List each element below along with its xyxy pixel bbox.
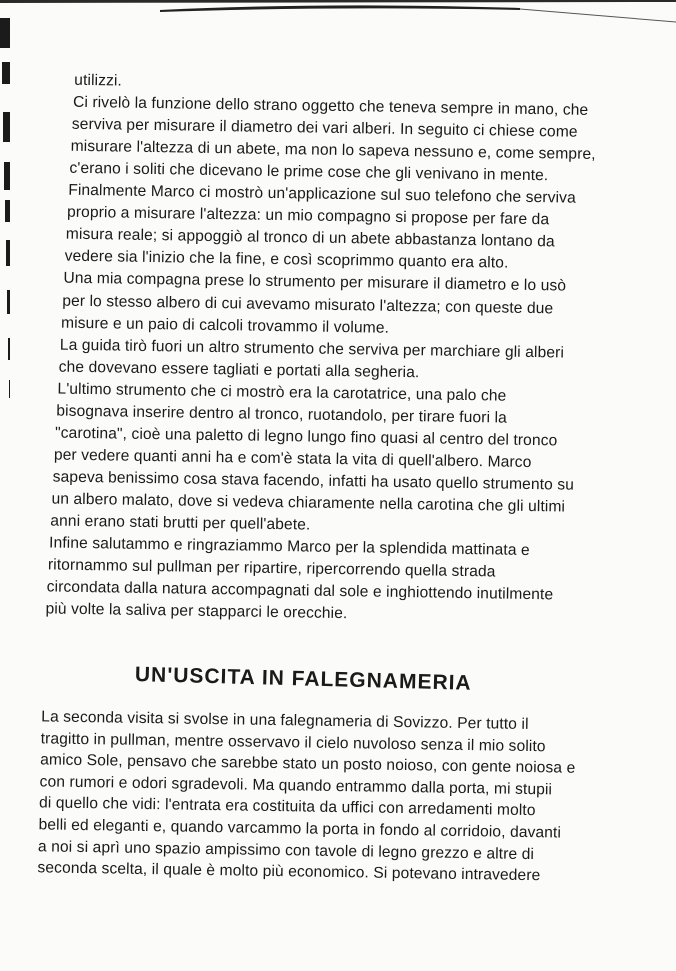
text-line: più volte la saliva per stapparci le orecchie. bbox=[45, 600, 348, 623]
text-line: di quello che vidi: l'entrata era costituita da uffici con arredamenti molto bbox=[38, 794, 536, 820]
text-line: La guida tirò fuori un altro strumento che serviva per marchiare gli alberi bbox=[59, 336, 565, 362]
text-line: ritornammo sul pullman per ripartire, ripercorrendo quella strada bbox=[47, 556, 496, 581]
text-line: seconda scelta, il quale è molto più economico. Si potevano intravedere bbox=[37, 859, 541, 885]
text-line: L'ultimo strumento che ci mostrò era la carotatrice, una palo che bbox=[57, 380, 507, 405]
text-line: proprio a misurare l'altezza: un mio compagno si propose per fare da bbox=[66, 203, 550, 229]
text-line: "carotina", cioè una paletto di legno lungo fino quasi al centro del tronco bbox=[54, 424, 558, 450]
text-line: che dovevano essere tagliati e portati alla segheria. bbox=[58, 358, 420, 381]
text-line: un albero malato, dove si vedeva chiaramente nella carotina che gli ultimi bbox=[51, 490, 566, 516]
text-line: amico Sole, pensavo che sarebbe stato un posto noioso, con gente noiosa e bbox=[40, 751, 576, 777]
text-line: sapeva benissimo cosa stava facendo, infatti ha usato quello strumento su bbox=[52, 468, 575, 494]
text-line: Finalmente Marco ci mostrò un'applicazione sul suo telefono che serviva bbox=[68, 181, 576, 207]
text-line: per vedere quanti anni ha e com'è stata la vita di quell'albero. Marco bbox=[53, 446, 532, 471]
text-line: per lo stesso albero di cui avevamo misurato l'altezza; con queste due bbox=[62, 292, 554, 317]
text-line: Infine salutammo e ringraziammo Marco per la splendida mattinata e bbox=[48, 534, 530, 560]
text-line: utilizzi. bbox=[74, 71, 123, 90]
text-line: misurare l'altezza di un abete, ma non lo sapeva nessuno e, come sempre, bbox=[70, 137, 596, 164]
text-line: belli ed eleganti e, quando varcammo la porta in fondo al corridoio, davanti bbox=[38, 816, 562, 842]
text-line: Ci rivelò la funzione dello strano oggetto che teneva sempre in mano, che bbox=[72, 93, 589, 119]
text-line: La seconda visita si svolse in una falegnameria di Sovizzo. Per tutto il bbox=[41, 708, 529, 733]
text-line: misure e un paio di calcoli trovammo il volume. bbox=[60, 314, 390, 337]
text-line: a noi si aprì uno spazio ampissimo con tavole di legno grezzo e altre di bbox=[37, 837, 535, 863]
text-line: tragitto in pullman, mentre osservavo il cielo nuvoloso senza il mio solito bbox=[40, 729, 546, 755]
text-line: con rumori e odori sgradevoli. Ma quando entrammo dalla porta, mi stupii bbox=[39, 773, 553, 799]
text-line: serviva per misurare il diametro dei vari alberi. In seguito ci chiese come bbox=[71, 115, 578, 141]
text-line: c'erano i soliti che dicevano le prime cose che gli venivano in mente. bbox=[69, 159, 549, 185]
text-line: bisognava inserire dentro al tronco, ruotandolo, per tirare fuori la bbox=[56, 402, 507, 427]
section-heading: UN'USCITA IN FALEGNAMERIA bbox=[134, 663, 472, 695]
text-line: anni erano stati brutti per quell'abete. bbox=[50, 512, 311, 534]
text-line: vedere sia l'inizio che la fine, e così scoprimmo quanto era alto. bbox=[64, 248, 509, 273]
text-line: misura reale; si appoggiò al tronco di un abete abbastanza lontano da bbox=[65, 226, 555, 251]
text-line: Una mia compagna prese lo strumento per misurare il diametro e lo usò bbox=[63, 270, 567, 295]
text-line: circondata dalla natura accompagnati dal sole e inghiottendo inutilmente bbox=[46, 578, 554, 604]
